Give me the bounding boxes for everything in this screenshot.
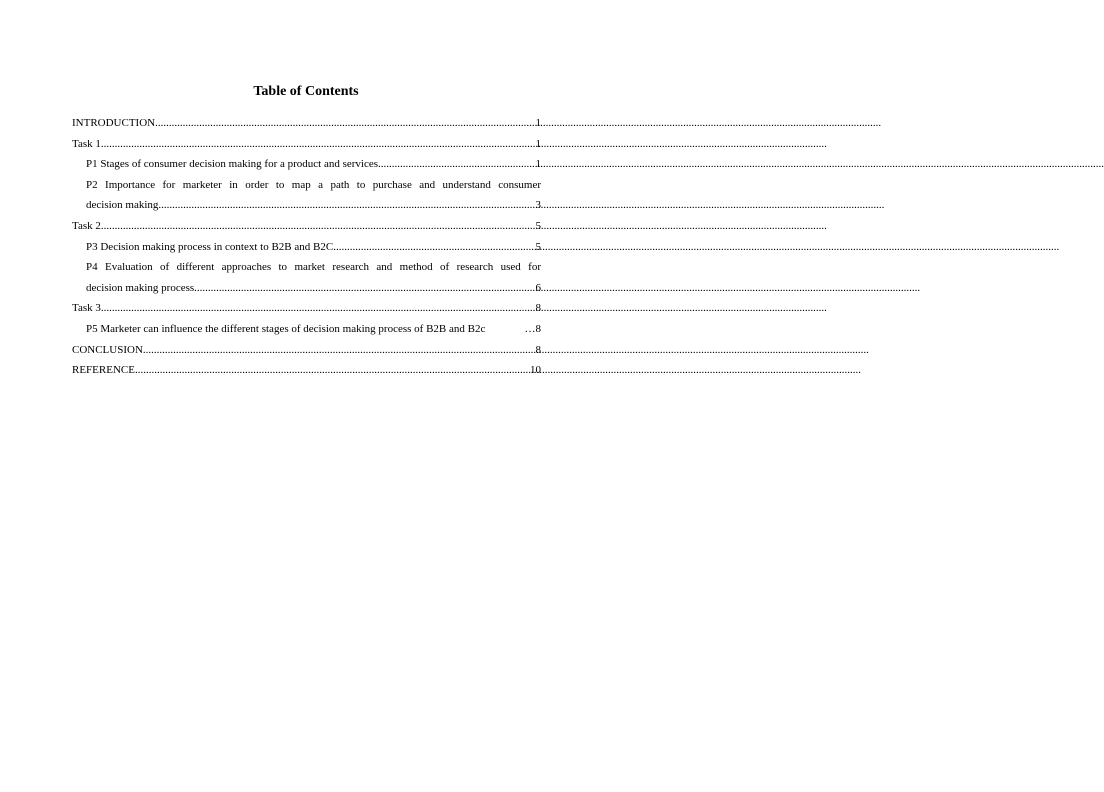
toc-leader-dots	[101, 298, 536, 319]
toc-leader-dots	[378, 154, 535, 175]
toc-entry-label: CONCLUSION	[72, 343, 143, 356]
toc-entry-label: Task 1	[72, 137, 101, 150]
toc-page-number: 1	[535, 117, 541, 129]
toc-page-number: 8	[535, 322, 541, 335]
toc-entry-task-2[interactable]	[72, 216, 541, 237]
toc-page-number: 5	[535, 240, 541, 253]
toc-entry-introduction[interactable]	[72, 113, 541, 134]
toc-entry-label: INTRODUCTION	[72, 117, 156, 129]
toc-entry-label: Task 2	[72, 219, 101, 232]
toc-entry-label-line-2: decision making process	[86, 281, 195, 294]
toc-leader-dots	[158, 195, 535, 216]
toc-entry-reference[interactable]	[72, 360, 541, 381]
toc-entry-task-3[interactable]	[72, 298, 541, 319]
toc-page-number: 1	[535, 137, 541, 150]
toc-leader-dots	[135, 360, 530, 381]
toc-entry-label: P1 Stages of consumer decision making for a product and services	[86, 158, 379, 171]
toc-entry-p5[interactable]	[72, 319, 541, 340]
toc-entry-p1[interactable]	[72, 154, 541, 175]
toc-page-number: 3	[535, 199, 541, 212]
toc-leader-dots	[155, 113, 535, 134]
toc-entry-task-1[interactable]	[72, 134, 541, 155]
toc-page-number: 5	[535, 219, 541, 232]
toc-page-number: 6	[535, 281, 541, 294]
toc-page-number: 8	[535, 302, 541, 315]
toc-entry-p2[interactable]	[72, 175, 541, 216]
toc-entry-label: Task 3	[72, 302, 101, 315]
toc-entry-p4[interactable]	[72, 257, 541, 298]
toc-title: Table of Contents	[253, 84, 359, 99]
toc-leader-dots	[101, 216, 536, 237]
toc-leader-dots	[143, 340, 536, 361]
toc-leader-dots	[333, 237, 535, 258]
toc-leader-dots	[194, 278, 535, 299]
toc-entry-label: REFERENCE	[72, 364, 135, 377]
toc-entry-ellipsis: …	[524, 322, 536, 335]
toc-page-number: 1	[535, 158, 541, 171]
toc-entry-label: P5 Marketer can influence the different stages of decision making process of B2B and B2c	[86, 322, 486, 335]
toc-entry-label-line-1: P2 Importance for marketer in order to map a path to purchase and understand consumer	[86, 178, 541, 191]
toc-page-number: 10	[530, 364, 541, 377]
toc-leader-dots	[101, 134, 536, 155]
toc-entry-label-line-2: decision making	[86, 199, 159, 212]
toc-entry-label: P3 Decision making process in context to B2B and B2C	[86, 240, 334, 253]
table-of-contents	[72, 113, 541, 381]
toc-entry-label-line-1: P4 Evaluation of different approaches to market research and method of research used for	[86, 261, 541, 274]
toc-entry-p3[interactable]	[72, 237, 541, 258]
toc-entry-conclusion[interactable]	[72, 340, 541, 361]
toc-page-number: 8	[535, 343, 541, 356]
